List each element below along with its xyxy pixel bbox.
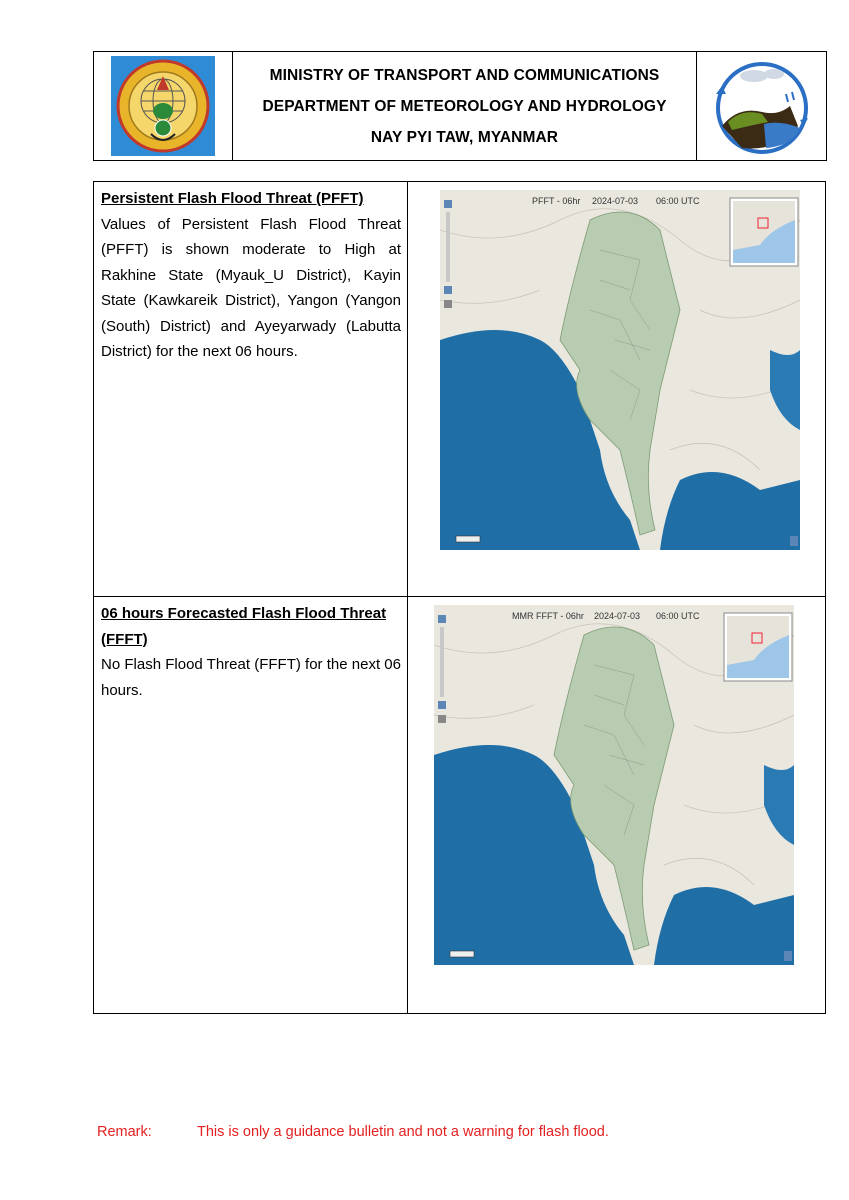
ffft-description: No Flash Flood Threat (FFFT) for the next 06 hours. (101, 656, 401, 699)
pfft-map-date: 2024-07-03 (592, 196, 639, 206)
pfft-map-time: 06:00 UTC (656, 196, 700, 206)
header-table (93, 51, 827, 161)
remark-text: This is only a guidance bulletin and not a warning for flash flood. (197, 1124, 609, 1140)
ffft-text-cell (101, 601, 401, 703)
pfft-map (440, 190, 800, 550)
pfft-description: Values of Persistent Flash Flood Threat (PFFT) is shown moderate to High at Rakhine State (Myauk_U District), Kayin State (Kawkareik District), Yangon (Yangon (South) District) and Ayeyarwady (Labutta District) for the next 06 hours. (101, 215, 401, 360)
ffft-map-time: 06:00 UTC (656, 611, 700, 621)
ffft-map-graphic (434, 605, 794, 965)
ffft-map-date: 2024-07-03 (594, 611, 641, 621)
pfft-row (94, 182, 825, 597)
hydrology-cycle-logo-icon (708, 56, 816, 156)
pfft-title: Persistent Flash Flood Threat (PFFT) (101, 190, 364, 207)
left-logo-cell (94, 52, 233, 160)
ffft-map (434, 605, 794, 965)
pfft-text-cell (101, 186, 401, 365)
ffft-map-label: MMR FFFT - 06hr (512, 611, 584, 621)
ministry-emblem-icon (111, 56, 215, 156)
right-logo-cell (697, 52, 826, 160)
pfft-map-label: PFFT - 06hr (532, 196, 581, 206)
pfft-map-graphic (440, 190, 800, 550)
remark-label: Remark: (97, 1124, 152, 1140)
bulletin-table (93, 181, 826, 1014)
ministry-title: MINISTRY OF TRANSPORT AND COMMUNICATIONS (269, 66, 660, 84)
location-title: NAY PYI TAW, MYANMAR (370, 128, 559, 146)
ffft-row (94, 597, 825, 1013)
ffft-title: 06 hours Forecasted Flash Flood Threat (FFFT) (101, 605, 387, 648)
header-title-cell (233, 52, 698, 160)
department-title: DEPARTMENT OF METEOROLOGY AND HYDROLOGY (262, 97, 667, 115)
